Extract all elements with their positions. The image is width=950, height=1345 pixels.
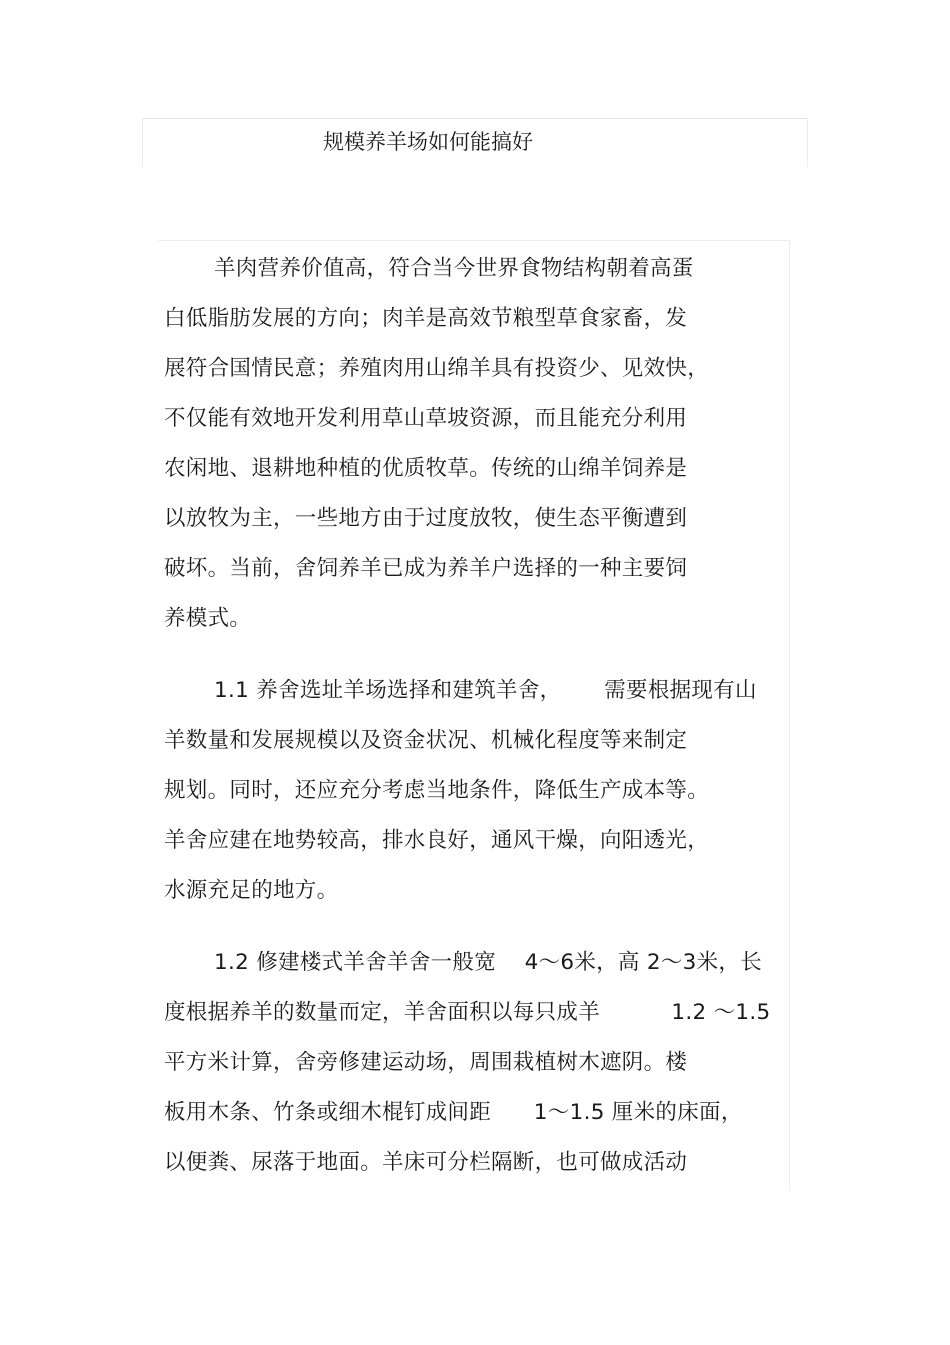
paragraph-1-line-3: 展符合国情民意；养殖肉用山绵羊具有投资少、见效快， [164,356,710,381]
paragraph-2-line-2: 羊数量和发展规模以及资金状况、机械化程度等来制定 [164,728,688,753]
paragraph-2-line-5: 水源充足的地方。 [164,878,339,903]
paragraph-1-line-6: 以放牧为主，一些地方由于过度放牧，使生态平衡遭到 [164,506,688,531]
paragraph-2-line-4: 羊舍应建在地势较高，排水良好，通风干燥，向阳透光， [164,828,710,853]
paragraph-1-line-1: 羊肉营养价值高，符合当今世界食物结构朝着高蛋 [214,256,694,281]
paragraph-3-line-5: 以便粪、尿落于地面。羊床可分栏隔断，也可做成活动 [164,1150,688,1175]
paragraph-1-line-2: 白低脂肪发展的方向；肉羊是高效节粮型草食家畜，发 [164,306,688,331]
paragraph-3-line-4: 板用木条、竹条或细木棍钉成间距 1～1.5 厘米的床面， [164,1100,743,1125]
paragraph-3-line-3: 平方米计算，舍旁修建运动场，周围栽植树木遮阴。楼 [164,1050,688,1075]
paragraph-3-line-2: 度根据养羊的数量而定，羊舍面积以每只成羊 1.2 ～1.5 [164,1000,771,1025]
paragraph-1-line-5: 农闲地、退耕地种植的优质牧草。传统的山绵羊饲养是 [164,456,688,481]
page-title: 规模养羊场如何能搞好 [323,130,533,154]
paragraph-3-line-1: 1.2 修建楼式羊舍羊舍一般宽 4～6米，高 2～3米，长 [214,950,763,975]
paragraph-2-line-1: 1.1 养舍选址羊场选择和建筑羊舍， 需要根据现有山 [214,678,757,703]
paragraph-1-line-8: 养模式。 [164,606,252,631]
paragraph-2-line-3: 规划。同时，还应充分考虑当地条件，降低生产成本等。 [164,778,710,803]
paragraph-1-line-7: 破坏。当前，舍饲养羊已成为养羊户选择的一种主要饲 [164,556,688,581]
paragraph-1-line-4: 不仅能有效地开发利用草山草坡资源，而且能充分利用 [164,406,688,431]
